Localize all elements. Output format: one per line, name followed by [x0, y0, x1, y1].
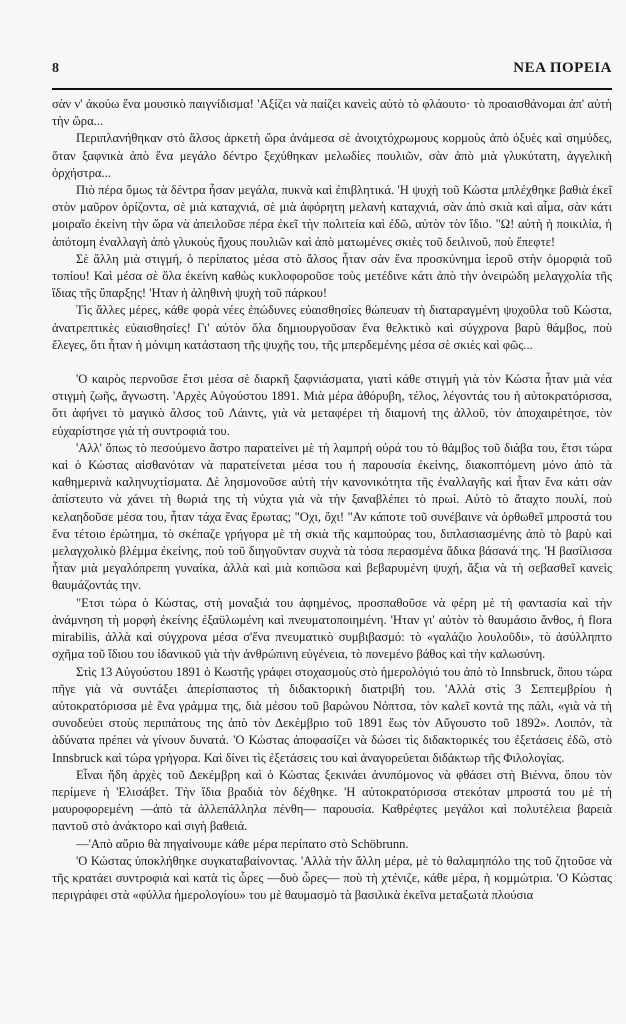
paragraph: 'Αλλ' ὅπως τὸ πεσούμενο ἄστρο παρατείνει μὲ τὴ λαμπρὴ οὐρά του τὸ θάμβος τοῦ διάβα του, ἔτσι τώρα καὶ ὁ Κώστας αἰσθανόταν νὰ παρατείνεται μέσα του ἡ παρουσία ἐκείνης, διακοπτόμενη μόνο ἀπὸ τὰ καθημερινὰ καληνυχτίσματα. Δὲ λησμονοῦσε αὐτὴ τὴν κανονικότητα τῆς ἐναλλαγῆς καὶ ἦταν ἕνα κάτι σὰν ἀπίστευτο νὰ χάνει τὴ θωριά της τὴ νύχτα γιὰ νὰ τὴν ξαναβλέπει τὸ πρωί. Αὐτὸ τὸ ἄταχτο πουλί, ποὺ κελαηδοῦσε μέσα του, ἦταν τάχα ἕνας ἔρωτας; "Οχι, ὄχι! "Αν κάποτε τοῦ συνέβαινε νὰ ὀρθωθεῖ μπροστά του ἕνα τέτοιο ἐρώτημα, τὸ σκέπαζε γρήγορα μὲ τὴ σκιὰ τῆς καμπούρας του, διπλασιασμένης ἀπὸ τὸ βαρὺ καὶ μελαγχολικὸ βλέμμα ἐκείνης, ποὺ τοῦ διηγοῦνταν συχνὰ τὰ τόσα περασμένα ἄδικα βάσανά της. 'Η βασίλισσα ἦταν μιὰ μεγαλόπρεπη γυναίκα, ἀλλὰ καὶ μιὰ κοπιῶσα καὶ βεβαρυμένη ψυχή, ἄξια νὰ τὴ σεβασθεῖ κανεὶς θαυμάζοντάς την. [52, 440, 612, 593]
paragraph: Εἶναι ἤδη ἀρχὲς τοῦ Δεκέμβρη καὶ ὁ Κώστας ξεκινάει ἀνυπόμονος νὰ φθάσει στὴ Βιέννα, ὅπου τὸν περίμενε ἡ 'Ελισάβετ. Τὴν ἴδια βραδιὰ τὸν δέχθηκε. 'Η αὐτοκρατόρισσα στεκόταν μπροστά του μὲ τὴ μαυροφορεμένη —ἀπὸ τὰ ἀλλεπάλληλα πένθη— παρουσία. Καθρέφτες μεγάλοι καὶ πολυτέλεια βαρειὰ παντοῦ στὸ ἀνάκτορο καὶ σιγὴ βαθειά. [52, 767, 612, 834]
paragraph: Στὶς 13 Αὐγούστου 1891 ὁ Κωστῆς γράφει στοχασμοὺς στὸ ἡμερολόγιό του ἀπὸ τὸ Innsbruck, ὅπου τώρα πῆγε γιὰ νὰ συντάξει ἀπερίσπαστος τὴ διδακτορικὴ διατριβή του. 'Αλλὰ στὶς 3 Σεπτεμβρίου ἡ αὐτοκρατόρισσα μὲ ἕνα γράμμα της, διὰ μέσου τοῦ βαρώνου Νόπτσα, τὸν καλεῖ κοντά της πάλι, «γιὰ νὰ τὴ συνοδεύει στοὺς περιπάτους της ἀπὸ τὸν Δεκέμβριο τοῦ 1891 ἕως τὸν Αὔγουστο τοῦ 1892». Λοιπόν, τὰ ἀδύνατα πρέπει νὰ γίνουν δυνατά. 'Ο Κώστας ἀποφασίζει νὰ δώσει τὶς διδακτορικές του ἐξετάσεις ἐδῶ, στὸ Innsbruck καὶ τώρα γρήγορα. Καὶ δίνει τὶς ἐξετάσεις του καὶ ἀναγορεύεται διδάκτωρ τῆς Φιλολογίας. [52, 664, 612, 765]
running-header [52, 60, 612, 80]
body-text [52, 96, 612, 904]
paragraph: Πιὸ πέρα ὅμως τὰ δέντρα ἦσαν μεγάλα, πυκνὰ καὶ ἐπιβλητικά. 'Η ψυχὴ τοῦ Κώστα μπλέχθηκε βαθιὰ ἐκεῖ στὸν μαῦρον ὁρίζοντα, σὲ μιὰ καταχνιά, σὲ μιὰ ἀφόρητη μελανὴ καταχνιά, σὰν ἀπὸ σκιὰ καὶ αἷμα, σὰν κάτι μοιραῖο ἐκείνη τὴν ὥρα νὰ ἀπειλοῦσε πέρα ἐκεῖ τὴν πολιτεία καὶ ἐδῶ, αὐτὸν τὸν ἴδιο. "Ω! αὐτὴ ἡ ποικιλία, ἡ ἀπότομη ἐναλλαγὴ ἀπὸ γλυκοὺς ἤχους πουλιῶν καὶ ἀπὸ ματωμένες σκιὲς τοῦ δειλινοῦ, ποὺ ἔπεφτε! [52, 183, 612, 249]
paragraph: Περιπλανήθηκαν στὸ ἄλσος ἀρκετὴ ὥρα ἀνάμεσα σὲ ἀνοιχτόχρωμους κορμοὺς ἀπὸ ὀξυὲς καὶ σημύδες, ὅταν ξαφνικὰ ἀπὸ ἕνα μεγάλο δέντρο ξεχύθηκαν μελωδίες πουλιῶν, σὰν ἀπὸ μιὰ γλυκύτατη, ἀγγελικὴ ὀρχήστρα... [52, 131, 612, 180]
dialogue-line: —'Απὸ αὔριο θὰ πηγαίνουμε κάθε μέρα περίπατο στὸ Schöbrunn. [76, 836, 409, 851]
page-number: 8 [52, 61, 59, 76]
header-rule [52, 88, 612, 90]
paragraph: 'Ο Κώστας ὑποκλήθηκε συγκαταβαίνοντας. 'Αλλὰ τὴν ἄλλη μέρα, μὲ τὸ θαλαμηπόλο της τοῦ ζητοῦσε νὰ τῆς κρατάει συντροφιὰ καὶ κατὰ τὶς ὧρες —δυὸ ὧρες— ποὺ τὴ χτένιζε, κάθε μέρα, ἡ κομμώτρια. 'Ο Κώστας περιγράφει στὰ «φύλλα ἡμερολογίου» του μὲ θαυμασμὸ τὰ βασιλικὰ ἐκεῖνα μεταξωτὰ πλούσια [52, 853, 612, 903]
journal-title: ΝΕΑ ΠΟΡΕΙΑ [513, 60, 612, 76]
paragraph: Τὶς ἄλλες μέρες, κάθε φορὰ νέες ἐπώδυνες εὐαισθησίες θώπευαν τὴ διαταραγμένη ψυχοῦλα τοῦ Κώστα, ἀνατρεπτικὲς εὐαισθησίες! Γι' αὐτὸν ὅλα δημιουργοῦσαν ἕνα θελκτικὸ καὶ σύγχρονα βαρὺ θάμβος, ποὺ ἔλεγες, ὅτι ἦταν ἡ μόνιμη κατάσταση τῆς ψυχῆς του, τῆς μπερδεμένης μέσα σὲ σκιὲς καὶ φῶς... [52, 303, 612, 352]
paragraph: 'Ο καιρὸς περνοῦσε ἔτσι μέσα σὲ διαρκῆ ξαφνιάσματα, γιατὶ κάθε στιγμὴ γιὰ τὸν Κώστα ἦταν μιὰ νέα στιγμὴ ζωῆς, ἄγνωστη. 'Αρχὲς Αὐγούστου 1891. Μιὰ μέρα ἀθόρυβη, τέλος, λέγοντάς του ἡ αὐτοκρατόρισσα, ὅτι ἀφήνει τὸ μαγικὸ ἄλσος τοῦ Λάιντς, γιὰ νὰ μεταφέρει τὴ διαμονή της ἀλλοῦ, τὸν ἀποχαιρέτησε, τὸν εὐχαρίστησε γιὰ τὴ συντροφιά του. [52, 372, 612, 438]
section-break [52, 354, 612, 371]
paragraph: Σὲ ἄλλη μιὰ στιγμή, ὁ περίπατος μέσα στὸ ἄλσος ἦταν σὰν ἕνα προσκύνημα ἱεροῦ στὴν ὀμορφιὰ τοῦ τοπίου! Καὶ μέσα σὲ ὅλα ἐκείνη καθὼς κυκλοφοροῦσε τοὺς μετέδινε κάτι ἀπὸ τὴν ὀνειρώδη μελαγχολία τῆς ἴδιας τῆς ὕπαρξης! 'Ηταν ἡ ἀληθινὴ ψυχὴ τοῦ πάρκου! [52, 251, 612, 301]
paragraph: "Ετσι τώρα ὁ Κώστας, στὴ μοναξιά του ἀφημένος, προσπαθοῦσε νὰ φέρη μὲ τὴ φαντασία καὶ τὴν ἀνάμνηση τὴ μορφὴ ἐκείνης ἐξαϋλωμένη καὶ πνευματοποιημένη. 'Ηταν γι' αὐτὸν τὸ θαυμάσιο ἄνθος, ἡ flora mirabilis, ἀλλὰ καὶ σύγχρονα μέσα σ'ἕνα πνευματικὸ συμβιβασμό: τὸ «γαλάζιο λουλοῦδι», τὸ ἀσύλληπτο σχῆμα τοῦ ἴδιου του ἰδανικοῦ γιὰ τὴν ἀνθρώπινη εὐγένεια, τὸ πονεμένο βάθος καὶ τὴν καλωσύνη. [52, 595, 612, 662]
paragraph: σὰν ν' ἀκούω ἕνα μουσικὸ παιγνίδισμα! 'Αξίζει νὰ παίζει κανεὶς αὐτὸ τὸ φλάουτο· τὸ προαισθάνομαι ἀπ' αὐτὴ τὴν ὥρα... [52, 97, 612, 129]
document-page [52, 60, 612, 904]
